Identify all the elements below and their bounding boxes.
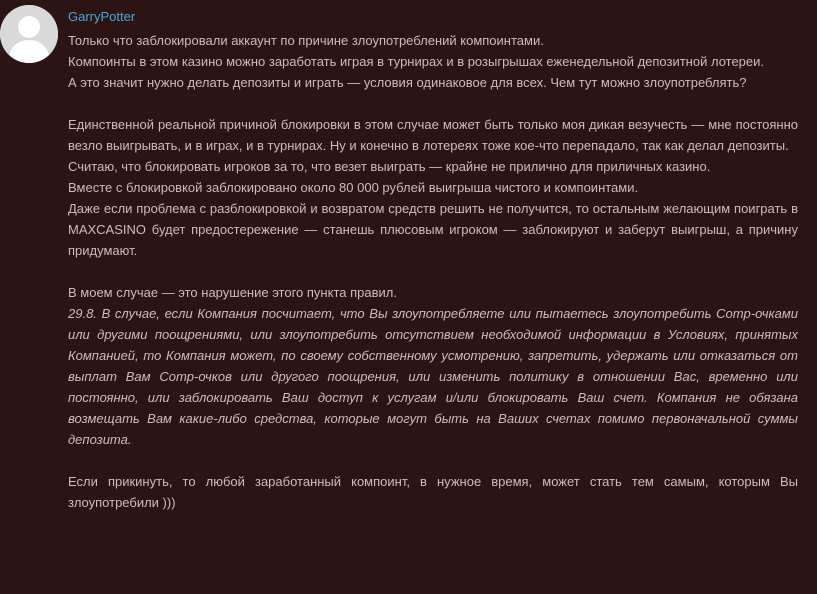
- comment-paragraph: Только что заблокировали аккаунт по причине злоупотреблений компоинтами.: [68, 33, 544, 48]
- user-avatar-icon: [0, 5, 58, 63]
- comment-paragraph: Считаю, что блокировать игроков за то, что везет выиграть — крайне не прилично для приличных казино.: [68, 159, 711, 174]
- comment-author-link[interactable]: GarryPotter: [68, 9, 136, 24]
- comment-paragraph: Даже если проблема с разблокировкой и возвратом средств решить не получится, то остальным желающим поиграть в MAXCASINO будет предостережение — станешь плюсовым игроком — заблокируют и заберут выигрыш, а причину придумают.: [68, 201, 798, 258]
- rules-quote: 29.8. В случае, если Компания посчитает, что Вы злоупотребляете или пытаетесь злоупотребить Comp-очками или другими поощрениями, или злоупотребить отсутствием необходимой информации в Условиях, принятых Компанией, то Компания может, по своему собственному усмотрению, запретить, удержать или отказаться от выплат Вам Comp-очков или другого поощрения, или изменить политику в отношении Вас, временно или постоянно, или заблокировать Ваш доступ к услугам и/или блокировать Ваш счет. Компания не обязана возмещать Вам какие-либо средства, которые могут быть на Ваших счетах помимо первоначальной суммы депозита.: [68, 306, 798, 447]
- comment-body: [68, 30, 798, 513]
- comment-paragraph: А это значит нужно делать депозиты и играть — условия одинаковое для всех. Чем тут можно злоупотреблять?: [68, 75, 747, 90]
- avatar[interactable]: [0, 5, 58, 63]
- comment-paragraph: Вместе с блокировкой заблокировано около 80 000 рублей выигрыша чистого и компоинтами.: [68, 180, 639, 195]
- comment-paragraph: Компоинты в этом казино можно заработать играя в турнирах и в розыгрышах еженедельной депозитной лотереи.: [68, 54, 765, 69]
- comment-paragraph: Если прикинуть, то любой заработанный компоинт, в нужное время, может стать тем самым, которым Вы злоупотребили ))): [68, 474, 798, 510]
- comment-paragraph: В моем случае — это нарушение этого пункта правил.: [68, 285, 397, 300]
- comment-paragraph: Единственной реальной причиной блокировки в этом случае может быть только моя дикая везучесть — мне постоянно везло выигрывать, и в играх, и в турнирах. Ну и конечно в лотереях тоже кое-что перепадало, так как делал депозиты.: [68, 117, 798, 153]
